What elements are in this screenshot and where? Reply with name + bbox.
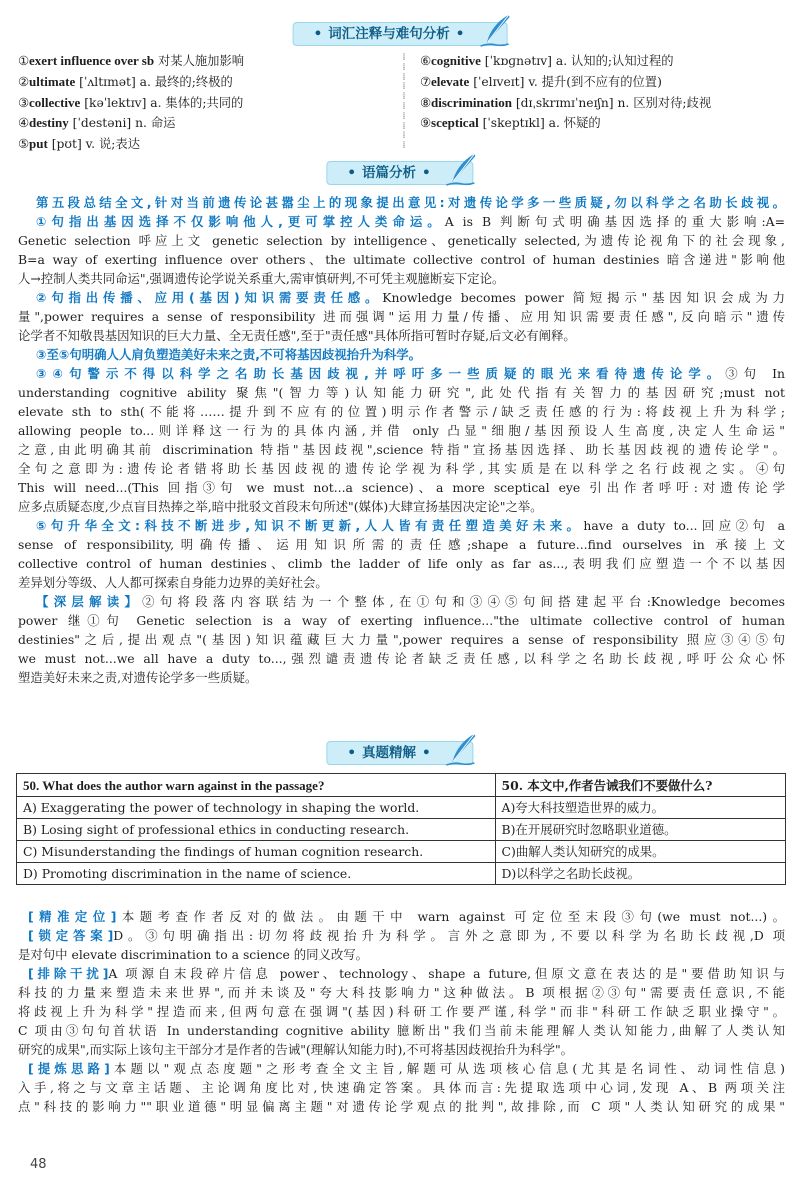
vocab-column-left <box>18 51 398 155</box>
body-text: 本题考查作者反对的做法。由题干中 warn against 可定位至末段③句(we must not...)。 <box>116 909 785 924</box>
vocab-number: ③ <box>18 95 30 110</box>
body-text: Knowledge becomes power 简短揭示"基因知识会成为力 <box>382 290 785 305</box>
page-number: 48 <box>30 1157 47 1172</box>
text-line <box>18 516 785 535</box>
body-text: have a duty to...回应②句 a <box>583 518 785 533</box>
body-text: 量",power requires a sense of responsibility 进而强调"运用力量/传播、应用知识需要责任感",反向暗示"遗传 <box>18 309 785 324</box>
vocab-definition: 对某人施加影响 <box>154 54 245 68</box>
body-text: collective control of human destinies、climb the ladder of life only as far as...,表明我们应塑造一个不以基因 <box>18 556 785 571</box>
body-text: sense of responsibility,明确传播、运用知识所需的责任感;shape a future...find ourselves in 承接上文 <box>18 537 785 552</box>
body-text: 入手,将之与文章主话题、主论调角度比对,快速确定答案。具体而言:先提取选项中心词,发现 A、B 两项关注 <box>18 1080 785 1095</box>
highlight-text: [精准定位] <box>28 909 117 924</box>
text-line <box>18 649 785 668</box>
vocab-entry <box>420 51 790 72</box>
question-table <box>16 773 786 885</box>
answer-explanation <box>18 907 785 1116</box>
body-text: ②句将段落内容联结为一个整体,在①句和③④⑤句间搭建起平台:Knowledge becomes <box>142 594 785 609</box>
dashed-divider: ⁞ ⁞ ⁞ ⁞ ⁞ ⁞ ⁞ ⁞ ⁞ ⁞ <box>402 53 406 151</box>
body-text: 第五段总结全文,针对当前遗传论甚嚣尘上的现象提出意见:对遗传论学多一些质疑,勿以科学之名助长歧视。 <box>36 195 785 210</box>
vocab-number: ⑥ <box>420 54 432 68</box>
text-line <box>18 269 785 288</box>
vocab-word: sceptical <box>431 115 479 131</box>
vocab-number: ⑧ <box>420 95 432 110</box>
text-line <box>18 1059 785 1078</box>
vocab-entry <box>420 72 790 93</box>
quill-pen-icon <box>445 732 479 768</box>
body-text: A 项源自末段碎片信息 power、technology、shape a future,但原文意在表达的是"要借助知识与 <box>108 966 785 981</box>
text-line <box>18 231 785 250</box>
body-text: 差异划分等级、人人都可探索自身能力边界的美好社会。 <box>18 575 328 590</box>
option-b-en: B) Losing sight of professional ethics in conducting research. <box>17 819 496 841</box>
option-d-en: D) Promoting discrimination in the name of science. <box>17 863 496 885</box>
body-text: C 项由③句句首状语 In understanding cognitive ability 臆断出"我们当前未能理解人类认知能力,曲解了人类认知 <box>18 1023 785 1038</box>
body-text: 塑造美好未来之责,对遗传论学多一些质疑。 <box>18 670 258 685</box>
vocab-number: ① <box>18 54 30 68</box>
vocab-definition: [ˈskeptɪkl] a. 怀疑的 <box>478 116 601 131</box>
vocab-number: ② <box>18 74 30 89</box>
text-line <box>18 478 785 497</box>
vocab-word: elevate <box>431 73 470 89</box>
text-line <box>18 1097 785 1116</box>
text-line <box>18 288 785 307</box>
vocab-word: cognitive <box>431 53 481 68</box>
text-line <box>18 1040 785 1059</box>
vocab-column-right <box>420 51 790 134</box>
vocab-number: ⑦ <box>420 74 432 89</box>
body-text: 是对句中 elevate discrimination to a science 的同义改写。 <box>18 947 369 962</box>
vocab-definition: [ˈkɒɡnətɪv] a. 认知的;认知过程的 <box>480 54 674 68</box>
vocab-entry <box>18 72 398 93</box>
option-c-cn: C)曲解人类认知研究的成果。 <box>495 841 786 863</box>
text-line <box>18 964 785 983</box>
option-b-cn: B)在开展研究时忽略职业道德。 <box>495 819 786 841</box>
text-line <box>18 983 785 1002</box>
highlight-text: ③④句警示不得以科学之名助长基因歧视,并呼吁多一些质疑的眼光来看待遗传论学。 <box>36 366 726 381</box>
text-line <box>18 630 785 649</box>
quill-pen-icon <box>445 152 479 188</box>
body-text: 将歧视上升为科学"捏造而来,但两句意在强调"(基因)科研工作要严谨,科学"而非"科研工作缺乏职业操守"。 <box>18 1004 785 1019</box>
text-line <box>18 212 785 231</box>
text-line <box>18 1021 785 1040</box>
vocab-word: collective <box>29 94 81 110</box>
body-text: 人→控制人类共同命运",强调遗传论学说关系重大,需审慎研判,不可凭主观臆断妄下定论。 <box>18 271 505 286</box>
vocab-definition: [pʊt] v. 说;表达 <box>47 137 141 152</box>
question-stem-en: 50. What does the author warn against in the passage? <box>17 774 496 797</box>
vocab-word: ultimate <box>29 73 76 89</box>
body-text: ③句 In <box>725 366 785 381</box>
vocab-word: put <box>29 136 48 152</box>
banner-title: 词汇注释与难句分析 <box>328 25 450 42</box>
body-text: Genetic selection 呼应上文 genetic selection by intelligence、genetically selected,为遗传论视角下的社会现象, <box>18 233 785 248</box>
text-line <box>18 364 785 383</box>
body-text: 论学者不知敬畏基因知识的巨大力量、全无责任感",至于"责任感"具体所指可暂时存疑,后文必有阐释。 <box>18 328 576 343</box>
vocab-entry <box>420 113 790 134</box>
text-line <box>18 926 785 945</box>
text-line <box>18 250 785 269</box>
option-c-en: C) Misunderstanding the findings of human cognition research. <box>17 841 496 863</box>
highlight-text: ⑤句升华全文:科技不断进步,知识不断更新,人人皆有责任塑造美好未来。 <box>36 518 584 533</box>
option-row-a <box>17 797 786 819</box>
option-row-d <box>17 863 786 885</box>
body-text: 应多点质疑态度,少点盲目热捧之举,暗中批驳文首段末句所述"(媒体)大肆宣扬基因决定论"之举。 <box>18 499 543 514</box>
body-text: we must not...we all have a duty to...,强烈谴责遗传论者缺乏责任感,以科学之名助长歧视,呼吁公众心怀 <box>18 651 785 666</box>
text-line <box>18 668 785 687</box>
body-text: ③至⑤句明确人人肩负塑造美好未来之责,不可将基因歧视抬升为科学。 <box>36 347 422 362</box>
section-banner-vocab: • 词汇注释与难句分析 • <box>293 22 508 46</box>
body-text: 之意,由此明确其前 discrimination 特指"基因歧视",science 特指"宣扬基因选择、助长基因歧视的遗传论学"。 <box>18 442 785 457</box>
option-a-cn: A)夸大科技塑造世界的威力。 <box>495 797 786 819</box>
body-text: elevate sth to sth(不能将……提升到不应有的位置)明示作者警示/缺乏责任感的行为:将歧视上升为科学; <box>18 404 785 419</box>
body-text: understanding cognitive ability 聚焦"(智力等)认知能力研究",此处代指有关智力的基因研究;must not <box>18 385 785 400</box>
vocab-entry <box>18 51 398 72</box>
text-line <box>18 1078 785 1097</box>
text-line <box>18 193 785 212</box>
vocab-number: ⑤ <box>18 137 30 152</box>
body-text: destinies"之后,提出观点"(基因)知识蕴藏巨大力量",power requires a sense of responsibility 照应③④⑤句 <box>18 632 785 647</box>
question-stem-row <box>17 774 786 797</box>
question-stem-cn: 50. 本文中,作者告诫我们不要做什么? <box>495 774 786 797</box>
text-line <box>18 440 785 459</box>
text-line <box>18 945 785 964</box>
vocab-entry <box>18 134 398 155</box>
text-line <box>18 907 785 926</box>
vocab-definition: [ˈdestəni] n. 命运 <box>68 116 176 131</box>
banner-title: 真题精解 <box>362 744 416 761</box>
text-line <box>18 554 785 573</box>
text-line <box>18 326 785 345</box>
vocab-entry <box>420 93 790 114</box>
body-text: This will need...(This 回指③句 we must not...a science)、a more sceptical eye 引出作者呼吁:对遗传论学 <box>18 480 785 495</box>
option-row-b <box>17 819 786 841</box>
body-text: B=a way of exerting influence over others、the ultimate collective control of human destinies 暗含递进"影响他 <box>18 252 785 267</box>
body-text: allowing people to...则详释这一行为的具体内涵,并借 only 凸显"细胞/基因预设人生高度,决定人生命运" <box>18 423 785 438</box>
vocab-entry <box>18 113 398 134</box>
vocab-word: destiny <box>29 115 69 131</box>
highlight-text: ②句指出传播、应用(基因)知识需要责任感。 <box>36 290 383 305</box>
body-text: D。③句明确指出:切勿将歧视抬升为科学。言外之意即为,不要以科学为名助长歧视,D 项 <box>113 928 785 943</box>
vocab-number: ⑨ <box>420 116 432 131</box>
body-text: 本题以"观点态度题"之形考查全文主旨,解题可从选项核心信息(尤其是名词性、动词性信息) <box>109 1061 785 1076</box>
section-banner-analysis: • 语篇分析 • <box>326 161 473 185</box>
body-text: 点"科技的影响力""职业道德"明显偏离主题"对遗传论学观点的批判",故排除,而 C 项"人类认知研究的成果" <box>18 1099 785 1114</box>
vocab-entry <box>18 93 398 114</box>
text-line <box>18 345 785 364</box>
body-text: power 继①句 Genetic selection is a way of exerting influence..."the ultimate collective control of human <box>18 613 785 628</box>
vocab-definition: [kəˈlektɪv] a. 集体的;共同的 <box>80 95 244 110</box>
discourse-analysis <box>18 193 785 687</box>
option-row-c <box>17 841 786 863</box>
highlight-text: [排除干扰] <box>28 966 109 981</box>
vocab-definition: [dɪˌskrɪmɪˈneɪʃn] n. 区别对待;歧视 <box>511 95 712 110</box>
body-text: 全句之意即为:遗传论者错将助长基因歧视的遗传论学视为科学,其实质是在以科学之名行歧视之实。④句 <box>18 461 785 476</box>
highlight-text: ①句指出基因选择不仅影响他人,更可掌控人类命运。 <box>36 214 445 229</box>
vocab-word: discrimination <box>431 94 512 110</box>
highlight-text: [提炼思路] <box>28 1061 110 1076</box>
vocab-definition: [ˈʌltɪmət] a. 最终的;终极的 <box>75 74 233 89</box>
vocab-definition: [ˈelɪveɪt] v. 提升(到不应有的位置) <box>469 74 662 89</box>
banner-title: 语篇分析 <box>362 164 416 181</box>
highlight-text: [锁定答案] <box>28 928 114 943</box>
text-line <box>18 535 785 554</box>
section-banner-exam: • 真题精解 • <box>326 741 473 765</box>
text-line <box>18 573 785 592</box>
text-line <box>18 307 785 326</box>
text-line <box>18 611 785 630</box>
body-text: 科技的力量来塑造未来世界",而并未谈及"夸大科技影响力"这种做法。B 项根据②③句"需要责任意识,不能 <box>18 985 785 1000</box>
option-d-cn: D)以科学之名助长歧视。 <box>495 863 786 885</box>
text-line <box>18 402 785 421</box>
text-line <box>18 497 785 516</box>
text-line <box>18 1002 785 1021</box>
text-line <box>18 592 785 611</box>
text-line <box>18 459 785 478</box>
option-a-en: A) Exaggerating the power of technology in shaping the world. <box>17 797 496 819</box>
body-text: 研究的成果",而实际上该句主干部分才是作者的告诫"(理解认知能力时),不可将基因歧视抬升为科学"。 <box>18 1042 574 1057</box>
quill-pen-icon <box>478 13 512 49</box>
vocab-word: exert influence over sb <box>29 53 155 68</box>
body-text: A is B 判断句式明确基因选择的重大影响:A= <box>444 214 785 229</box>
vocabulary-notes <box>18 51 788 153</box>
highlight-text: 【深层解读】 <box>36 594 143 609</box>
text-line <box>18 421 785 440</box>
text-line <box>18 383 785 402</box>
vocab-number: ④ <box>18 116 30 131</box>
